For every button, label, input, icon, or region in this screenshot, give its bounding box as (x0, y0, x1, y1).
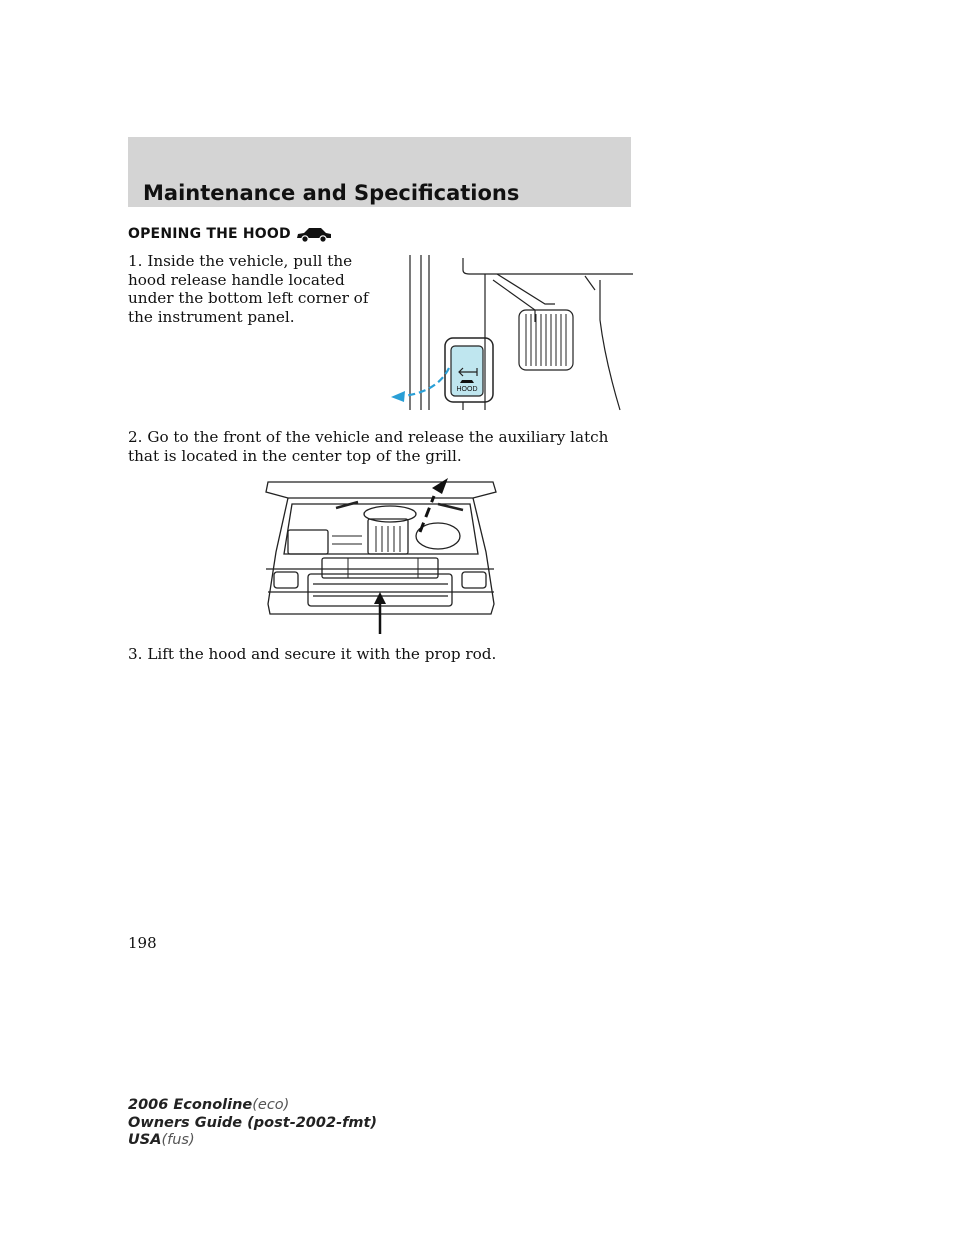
footer-line-1: 2006 Econoline(eco) (128, 1097, 290, 1113)
document-footer (128, 1097, 377, 1150)
section-heading (128, 225, 333, 243)
step-2-text: 2. Go to the front of the vehicle and release the auxiliary latch that is located in the center top of the grill. (128, 428, 609, 465)
step-1-text: 1. Inside the vehicle, pull the hood release handle located under the bottom left corner of the instrument panel. (128, 252, 369, 326)
engine-bay-illustration (258, 474, 503, 636)
step-3-text: 3. Lift the hood and secure it with the prop rod. (128, 645, 497, 663)
hood-label: HOOD (456, 386, 478, 393)
heading-text: OPENING THE HOOD (128, 226, 291, 242)
hood-release-illustration (385, 250, 635, 415)
car-icon (295, 225, 333, 243)
page-number: 198 (128, 934, 157, 952)
footer-line-3: USA(fus) (128, 1132, 195, 1148)
section-title: Maintenance and Specifications (143, 181, 520, 205)
footer-line-2: Owners Guide (post-2002-fmt) (128, 1114, 378, 1131)
